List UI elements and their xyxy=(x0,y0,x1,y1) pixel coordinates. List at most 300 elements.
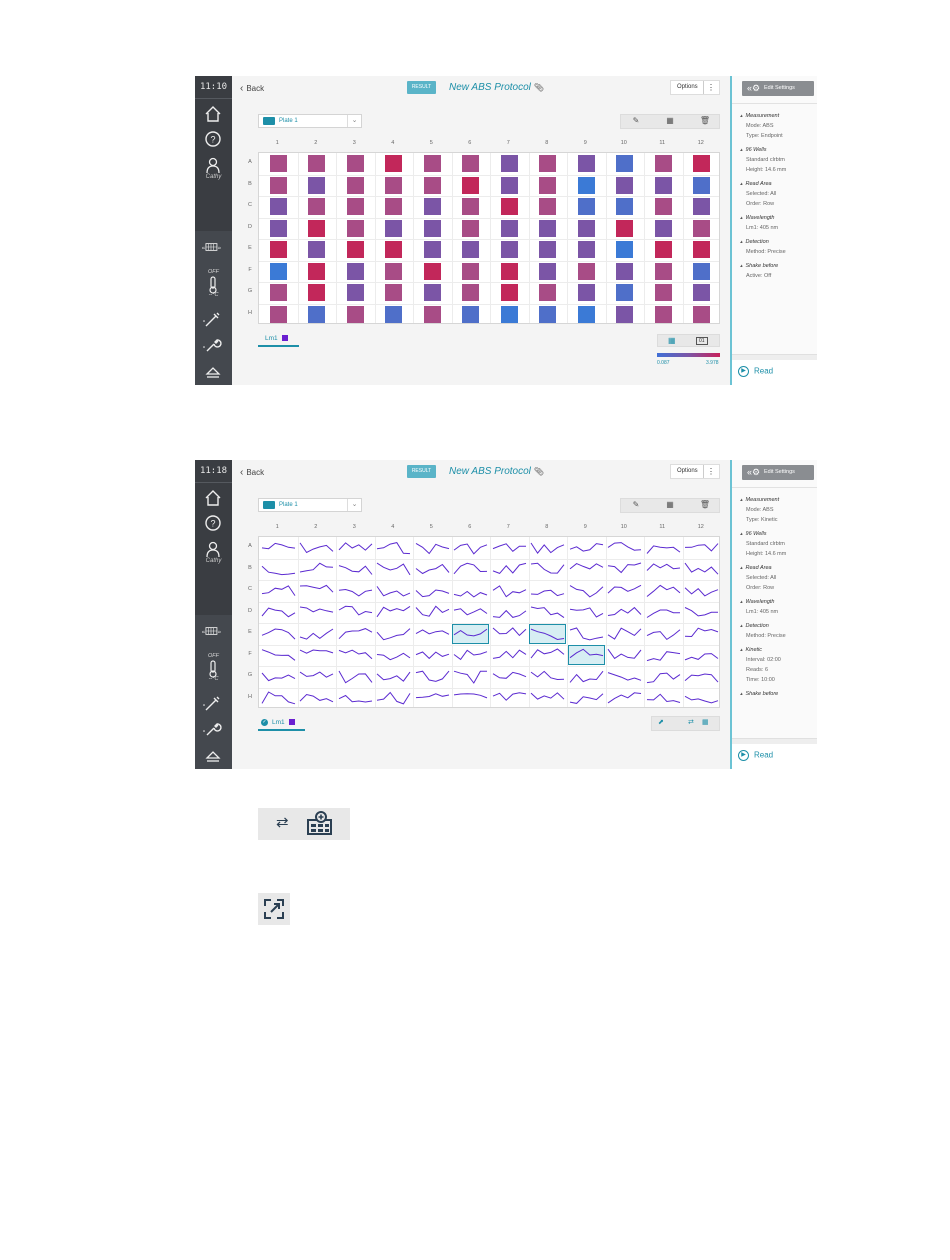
well[interactable] xyxy=(308,198,325,215)
kinetic-well[interactable] xyxy=(491,581,528,601)
kinetic-well[interactable] xyxy=(337,667,374,687)
kinetic-well[interactable] xyxy=(375,688,412,708)
kinetic-well[interactable] xyxy=(298,688,335,708)
kinetic-well[interactable] xyxy=(298,602,335,622)
well[interactable] xyxy=(347,155,364,172)
row-label: E xyxy=(248,629,252,635)
wrench-icon[interactable] xyxy=(202,718,224,740)
well[interactable] xyxy=(270,220,287,237)
kinetic-well[interactable] xyxy=(683,559,720,579)
well[interactable] xyxy=(270,306,287,323)
kinetic-well[interactable] xyxy=(606,624,643,644)
chevron-down-icon[interactable]: ⌄ xyxy=(347,499,361,511)
kinetic-well[interactable] xyxy=(337,538,374,558)
well[interactable] xyxy=(424,220,441,237)
svg-text:»: » xyxy=(217,245,222,252)
protocol-title[interactable]: New ABS Protocol 📎︎ xyxy=(449,466,545,477)
settings-group[interactable] xyxy=(740,531,815,557)
settings-group[interactable] xyxy=(740,623,815,639)
well[interactable] xyxy=(424,306,441,323)
well[interactable] xyxy=(693,263,710,280)
plate-select[interactable]: Plate 1 ⌄ xyxy=(258,498,362,512)
user-icon[interactable] xyxy=(202,538,224,560)
column-label: 7 xyxy=(506,140,510,146)
kinetic-well[interactable] xyxy=(337,559,374,579)
kinetic-well[interactable] xyxy=(414,667,451,687)
kinetic-well[interactable] xyxy=(298,538,335,558)
row-label: H xyxy=(248,309,252,316)
kinetic-well[interactable] xyxy=(568,581,605,601)
plate-select-icon xyxy=(263,501,275,509)
well[interactable] xyxy=(501,284,518,301)
chevron-down-icon[interactable]: ⌄ xyxy=(347,115,361,127)
well[interactable] xyxy=(462,220,479,237)
settings-group-title: ▴ Wavelength xyxy=(740,599,815,605)
plate-select[interactable]: Plate 1 ⌄ xyxy=(258,114,362,128)
well[interactable] xyxy=(578,155,595,172)
well[interactable] xyxy=(385,177,402,194)
transfer-arrows-icon[interactable]: ⇄ xyxy=(276,814,289,831)
well[interactable] xyxy=(385,220,402,237)
settings-group[interactable] xyxy=(740,497,815,523)
chevron-left-icon: ‹ xyxy=(240,467,244,478)
kinetic-well[interactable] xyxy=(260,624,297,644)
well[interactable] xyxy=(385,306,402,323)
settings-group-title: ▴ Measurement xyxy=(740,113,815,119)
more-vertical-icon[interactable]: ⋮ xyxy=(703,81,715,94)
edit-settings-button[interactable]: «⚙ Edit Settings xyxy=(742,465,814,480)
well[interactable] xyxy=(462,241,479,258)
edit-settings-button[interactable]: «⚙ Edit Settings xyxy=(742,81,814,96)
well[interactable] xyxy=(270,284,287,301)
result-badge: RESULT xyxy=(407,81,436,94)
read-button[interactable]: ▶ Read xyxy=(738,750,773,761)
kinetic-well[interactable] xyxy=(683,602,720,622)
well[interactable] xyxy=(462,198,479,215)
kinetic-well[interactable] xyxy=(375,581,412,601)
well[interactable] xyxy=(539,306,556,323)
kinetic-well[interactable] xyxy=(568,624,605,644)
svg-text:«: « xyxy=(201,629,205,636)
well[interactable] xyxy=(693,306,710,323)
row-label: C xyxy=(248,586,252,592)
kinetic-well[interactable] xyxy=(452,688,489,708)
well[interactable] xyxy=(462,155,479,172)
kinetic-well[interactable] xyxy=(452,581,489,601)
well[interactable] xyxy=(655,177,672,194)
kinetic-well[interactable] xyxy=(529,581,566,601)
well[interactable] xyxy=(693,198,710,215)
well[interactable] xyxy=(616,241,633,258)
well[interactable] xyxy=(347,220,364,237)
kinetic-well[interactable] xyxy=(260,667,297,687)
kinetic-well[interactable] xyxy=(491,645,528,665)
well[interactable] xyxy=(578,263,595,280)
kinetic-well[interactable] xyxy=(414,559,451,579)
well[interactable] xyxy=(539,263,556,280)
settings-gear-icon: «⚙ xyxy=(747,83,761,93)
well[interactable] xyxy=(385,284,402,301)
kinetic-well[interactable] xyxy=(260,688,297,708)
settings-group[interactable] xyxy=(740,215,815,231)
kinetic-well[interactable] xyxy=(260,538,297,558)
well[interactable] xyxy=(462,177,479,194)
settings-group[interactable] xyxy=(740,263,815,279)
well[interactable] xyxy=(347,177,364,194)
pipette-icon[interactable] xyxy=(202,308,224,330)
top-bar xyxy=(232,76,730,100)
options-button[interactable]: Options ⋮ xyxy=(670,80,720,95)
kinetic-well[interactable] xyxy=(645,602,682,622)
well[interactable] xyxy=(693,241,710,258)
well[interactable] xyxy=(270,155,287,172)
settings-list xyxy=(740,113,815,287)
home-icon[interactable] xyxy=(202,103,224,125)
kinetic-tools xyxy=(651,716,720,731)
kinetic-well[interactable] xyxy=(606,538,643,558)
well[interactable] xyxy=(578,306,595,323)
kinetic-well[interactable] xyxy=(568,688,605,708)
well[interactable] xyxy=(578,220,595,237)
heatmap-view-icon[interactable]: ▦ xyxy=(668,336,676,345)
well[interactable] xyxy=(347,198,364,215)
read-bar xyxy=(732,354,817,385)
kinetic-well[interactable] xyxy=(683,667,720,687)
column-label: 12 xyxy=(697,524,704,530)
column-labels xyxy=(258,524,720,534)
kinetic-well[interactable] xyxy=(683,688,720,708)
well[interactable] xyxy=(462,284,479,301)
well[interactable] xyxy=(578,198,595,215)
kinetic-well[interactable] xyxy=(375,645,412,665)
well[interactable] xyxy=(616,155,633,172)
well[interactable] xyxy=(462,306,479,323)
well[interactable] xyxy=(347,284,364,301)
kinetic-well[interactable] xyxy=(568,538,605,558)
column-label: 11 xyxy=(659,524,666,530)
kinetic-well[interactable] xyxy=(298,581,335,601)
plate-icon[interactable] xyxy=(200,620,226,642)
kinetic-well[interactable] xyxy=(337,688,374,708)
kinetic-well[interactable] xyxy=(260,581,297,601)
well[interactable] xyxy=(655,220,672,237)
kinetic-well[interactable] xyxy=(375,602,412,622)
expand-icon[interactable] xyxy=(261,896,287,922)
kinetic-well[interactable] xyxy=(606,645,643,665)
well[interactable] xyxy=(501,263,518,280)
plate-icon[interactable] xyxy=(200,236,226,258)
kinetic-well[interactable] xyxy=(414,645,451,665)
kinetic-well[interactable] xyxy=(298,559,335,579)
settings-group[interactable] xyxy=(740,239,815,255)
kinetic-well[interactable] xyxy=(414,624,451,644)
kinetic-well[interactable] xyxy=(375,559,412,579)
row-label: A xyxy=(248,543,252,549)
wrench-icon[interactable] xyxy=(202,334,224,356)
more-vertical-icon[interactable]: ⋮ xyxy=(703,465,715,478)
kinetic-well[interactable] xyxy=(529,688,566,708)
column-label: 1 xyxy=(275,140,279,146)
well[interactable] xyxy=(424,198,441,215)
well[interactable] xyxy=(539,155,556,172)
expand-icon[interactable]: ⬈ xyxy=(658,719,664,726)
column-label: 2 xyxy=(314,140,318,146)
pipette-icon[interactable] xyxy=(202,692,224,714)
kinetic-well[interactable] xyxy=(529,559,566,579)
well[interactable] xyxy=(347,263,364,280)
well[interactable] xyxy=(578,284,595,301)
pencil-icon[interactable]: ✎ xyxy=(632,116,640,125)
user-icon[interactable] xyxy=(202,154,224,176)
column-label: 3 xyxy=(352,524,356,530)
well[interactable] xyxy=(539,241,556,258)
kinetic-well[interactable] xyxy=(606,602,643,622)
kinetic-well[interactable] xyxy=(337,645,374,665)
kinetic-well[interactable] xyxy=(337,602,374,622)
well[interactable] xyxy=(308,263,325,280)
plate-tools xyxy=(620,114,720,129)
well[interactable] xyxy=(462,263,479,280)
column-label: 7 xyxy=(506,524,510,530)
kinetic-well[interactable] xyxy=(452,624,489,644)
well[interactable] xyxy=(539,198,556,215)
back-button[interactable]: ‹ Back xyxy=(240,83,265,94)
settings-group-title: ▴ Wavelength xyxy=(740,215,815,221)
user-name: Cathy xyxy=(205,174,222,180)
well[interactable] xyxy=(308,155,325,172)
well[interactable] xyxy=(270,263,287,280)
wavelength-tab-lm1[interactable]: ✓ Lm1 xyxy=(258,717,305,731)
settings-value: Reads: 6 xyxy=(746,667,769,673)
kinetic-well[interactable] xyxy=(645,559,682,579)
kinetic-well[interactable] xyxy=(298,667,335,687)
well[interactable] xyxy=(308,284,325,301)
kinetic-well[interactable] xyxy=(414,581,451,601)
well[interactable] xyxy=(347,241,364,258)
well[interactable] xyxy=(539,284,556,301)
well[interactable] xyxy=(385,198,402,215)
expand-callout xyxy=(258,893,290,925)
kinetic-well[interactable] xyxy=(491,624,528,644)
well[interactable] xyxy=(693,220,710,237)
back-button[interactable]: ‹ Back xyxy=(240,467,265,478)
settings-group[interactable] xyxy=(740,147,815,173)
svg-text:«: « xyxy=(201,245,205,252)
kinetic-well[interactable] xyxy=(683,581,720,601)
kinetic-well[interactable] xyxy=(452,667,489,687)
well[interactable] xyxy=(308,306,325,323)
well[interactable] xyxy=(347,306,364,323)
kinetic-well[interactable] xyxy=(298,645,335,665)
row-label: F xyxy=(248,650,252,657)
settings-group-title: ▴ 96 Wells xyxy=(740,147,815,153)
kinetic-well[interactable] xyxy=(568,645,605,665)
well[interactable] xyxy=(655,263,672,280)
kinetic-well[interactable] xyxy=(645,667,682,687)
kinetic-well[interactable] xyxy=(452,602,489,622)
eject-icon[interactable] xyxy=(202,745,224,767)
kinetic-well[interactable] xyxy=(645,688,682,708)
kinetic-well[interactable] xyxy=(645,645,682,665)
kinetic-well[interactable] xyxy=(414,688,451,708)
plate-select-icon xyxy=(263,117,275,125)
pencil-icon[interactable]: ✎ xyxy=(632,500,640,509)
well[interactable] xyxy=(424,155,441,172)
kinetic-well[interactable] xyxy=(606,581,643,601)
kinetic-well[interactable] xyxy=(260,559,297,579)
well[interactable] xyxy=(385,241,402,258)
view-toggle xyxy=(657,334,720,347)
settings-value: Time: 10:00 xyxy=(746,677,775,683)
well[interactable] xyxy=(578,241,595,258)
kinetic-well[interactable] xyxy=(414,602,451,622)
left-nav-bar xyxy=(195,76,232,385)
kinetic-well[interactable] xyxy=(452,538,489,558)
protocol-title[interactable]: New ABS Protocol 📎︎ xyxy=(449,82,545,93)
kinetic-well[interactable] xyxy=(260,602,297,622)
kinetic-well[interactable] xyxy=(452,559,489,579)
user-name: Cathy xyxy=(205,558,222,564)
read-button[interactable]: ▶ Read xyxy=(738,366,773,377)
settings-value: Order: Row xyxy=(746,201,775,207)
kinetic-well[interactable] xyxy=(645,624,682,644)
numeric-view-button[interactable]: 01 xyxy=(696,337,708,345)
settings-group[interactable] xyxy=(740,565,815,591)
kinetic-well[interactable] xyxy=(683,538,720,558)
kinetic-well[interactable] xyxy=(568,602,605,622)
well[interactable] xyxy=(655,306,672,323)
series-color-swatch xyxy=(282,335,288,341)
well[interactable] xyxy=(616,220,633,237)
well[interactable] xyxy=(693,177,710,194)
svg-text:?: ? xyxy=(210,134,216,145)
well[interactable] xyxy=(270,198,287,215)
kinetic-well[interactable] xyxy=(606,688,643,708)
kinetic-well[interactable] xyxy=(298,624,335,644)
kinetic-well[interactable] xyxy=(606,559,643,579)
kinetic-well[interactable] xyxy=(260,645,297,665)
well[interactable] xyxy=(501,241,518,258)
kinetic-well[interactable] xyxy=(491,667,528,687)
well[interactable] xyxy=(616,177,633,194)
well[interactable] xyxy=(539,220,556,237)
well[interactable] xyxy=(501,155,518,172)
kinetic-well[interactable] xyxy=(375,667,412,687)
kinetic-well[interactable] xyxy=(414,538,451,558)
well[interactable] xyxy=(655,198,672,215)
kinetic-well[interactable] xyxy=(375,538,412,558)
home-icon[interactable] xyxy=(202,487,224,509)
kinetic-well[interactable] xyxy=(337,581,374,601)
well[interactable] xyxy=(616,306,633,323)
plate-view-icon[interactable]: ▦ xyxy=(666,116,674,125)
well[interactable] xyxy=(424,241,441,258)
temperature-value: --°C xyxy=(208,676,219,682)
kinetic-well[interactable] xyxy=(683,624,720,644)
kinetic-well[interactable] xyxy=(375,624,412,644)
kinetic-well[interactable] xyxy=(645,581,682,601)
settings-value: Interval: 02:00 xyxy=(746,657,781,663)
well[interactable] xyxy=(501,198,518,215)
kinetic-well[interactable] xyxy=(568,559,605,579)
plate-zoom-icon[interactable] xyxy=(305,810,335,838)
wavelength-tab-lm1[interactable]: Lm1 xyxy=(258,333,299,347)
well[interactable] xyxy=(424,284,441,301)
well[interactable] xyxy=(308,177,325,194)
kinetic-well[interactable] xyxy=(491,602,528,622)
well[interactable] xyxy=(385,155,402,172)
kinetic-well[interactable] xyxy=(491,688,528,708)
well[interactable] xyxy=(539,177,556,194)
kinetic-well[interactable] xyxy=(645,538,682,558)
well[interactable] xyxy=(616,198,633,215)
plate-zoom-icon[interactable]: ▦ xyxy=(702,719,709,726)
well[interactable] xyxy=(385,263,402,280)
well[interactable] xyxy=(424,177,441,194)
column-label: 6 xyxy=(468,140,472,146)
kinetic-well[interactable] xyxy=(529,602,566,622)
help-icon[interactable] xyxy=(202,512,224,534)
well[interactable] xyxy=(616,284,633,301)
kinetic-well[interactable] xyxy=(491,538,528,558)
kinetic-well[interactable] xyxy=(529,538,566,558)
help-icon[interactable] xyxy=(202,128,224,150)
well[interactable] xyxy=(501,306,518,323)
settings-value: Method: Precise xyxy=(746,633,786,639)
transfer-arrows-icon[interactable]: ⇄ xyxy=(688,719,694,726)
well[interactable] xyxy=(693,155,710,172)
kinetic-well[interactable] xyxy=(529,624,566,644)
kinetic-well[interactable] xyxy=(529,667,566,687)
kinetic-well[interactable] xyxy=(452,645,489,665)
kinetic-well[interactable] xyxy=(683,645,720,665)
well[interactable] xyxy=(424,263,441,280)
plate-view-icon[interactable]: ▦ xyxy=(666,500,674,509)
row-label: G xyxy=(247,672,253,678)
trash-icon[interactable]: 🗑︎ xyxy=(699,116,711,125)
kinetic-well[interactable] xyxy=(529,645,566,665)
transfer-zoom-callout xyxy=(258,808,350,840)
eject-icon[interactable] xyxy=(202,361,224,383)
settings-group[interactable] xyxy=(740,691,815,697)
settings-group[interactable] xyxy=(740,181,815,207)
well[interactable] xyxy=(270,177,287,194)
kinetic-well[interactable] xyxy=(606,667,643,687)
well[interactable] xyxy=(655,241,672,258)
well[interactable] xyxy=(655,284,672,301)
settings-group[interactable] xyxy=(740,599,815,615)
well[interactable] xyxy=(501,220,518,237)
trash-icon[interactable]: 🗑︎ xyxy=(699,500,711,509)
kinetic-well[interactable] xyxy=(337,624,374,644)
color-scale-max: 3.978 xyxy=(706,360,719,366)
well[interactable] xyxy=(270,241,287,258)
settings-group[interactable] xyxy=(740,113,815,139)
options-button[interactable]: Options ⋮ xyxy=(670,464,720,479)
row-labels xyxy=(245,152,255,324)
kinetic-well[interactable] xyxy=(491,559,528,579)
well[interactable] xyxy=(693,284,710,301)
well[interactable] xyxy=(308,241,325,258)
kinetic-well[interactable] xyxy=(568,667,605,687)
well[interactable] xyxy=(578,177,595,194)
well[interactable] xyxy=(655,155,672,172)
column-label: 3 xyxy=(352,140,356,146)
well[interactable] xyxy=(308,220,325,237)
well[interactable] xyxy=(616,263,633,280)
well[interactable] xyxy=(501,177,518,194)
settings-group[interactable] xyxy=(740,647,815,683)
